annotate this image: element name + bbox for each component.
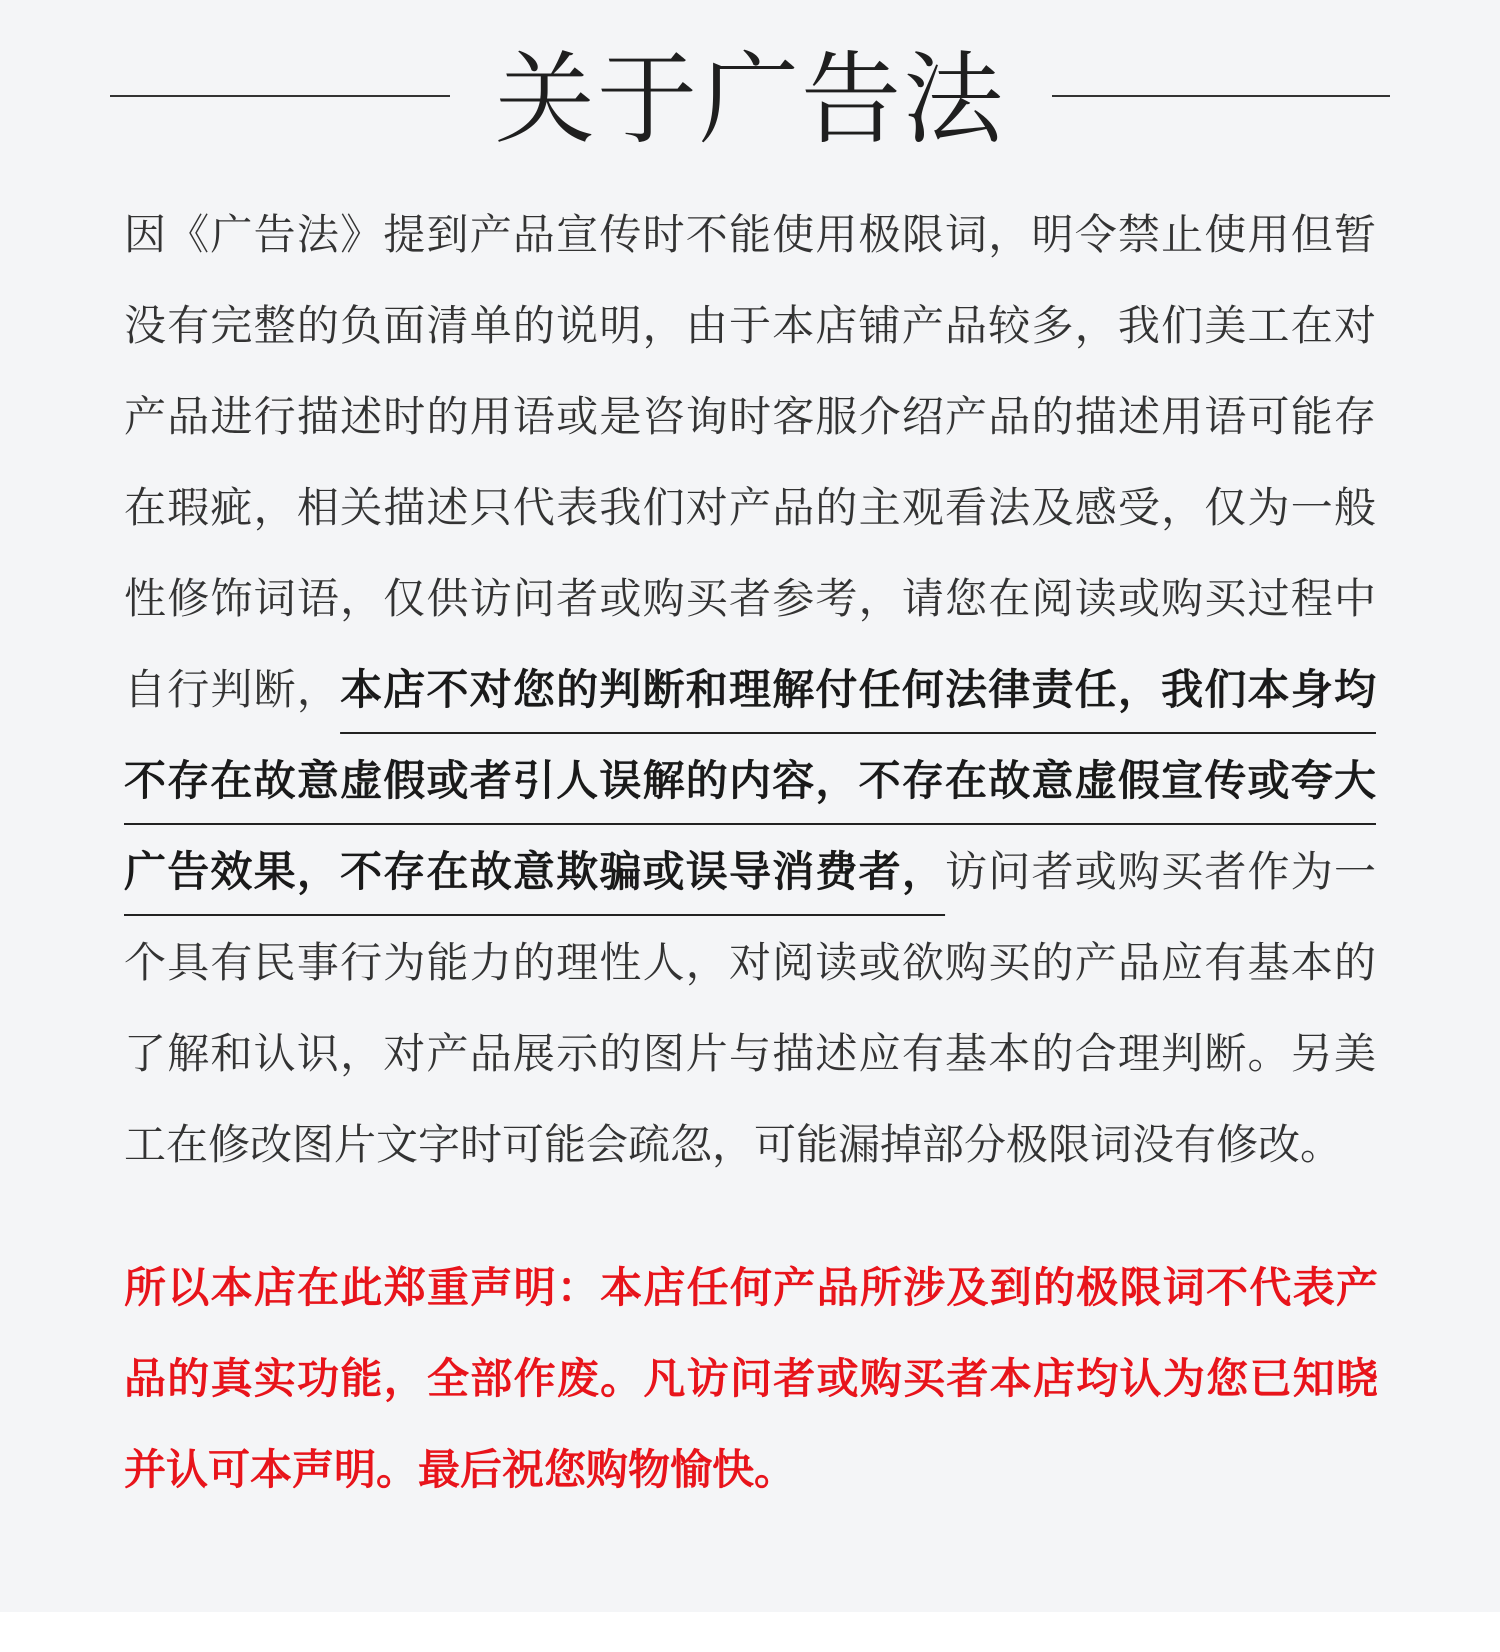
disclaimer-emphasis: 本店不对您的判断和理解付任何法律责任，我们本身均不存在故意虚假或者引人误解的内容，不存在故意虚假宣传或夸大广告效果，不存在故意欺骗或误导消费者， [124,665,1376,896]
disclaimer-paragraph [124,189,1376,1190]
title-row [0,40,1500,160]
declaration-notice: 所以本店在此郑重声明：本店任何产品所涉及到的极限词不代表产品的真实功能，全部作废。凡访问者或购买者本店均认为您已知晓并认可本声明。最后祝您购物愉快。 [124,1263,1378,1494]
page-title: 关于广告法 [495,41,1005,158]
disclaimer-outro: 访问者或购买者作为一个具有民事行为能力的理性人，对阅读或欲购买的产品应有基本的了解和认识，对产品展示的图片与描述应有基本的合理判断。另美工在修改图片文字时可能会疏忽，可能漏掉部分极限词没有修改。 [124,847,1376,1169]
title-divider-left [110,95,450,97]
title-divider-right [1052,95,1390,97]
disclaimer-intro: 因《广告法》提到产品宣传时不能使用极限词，明令禁止使用但暂没有完整的负面清单的说明，由于本店铺产品较多，我们美工在对产品进行描述时的用语或是咨询时客服介绍产品的描述用语可能存在瑕疵，相关描述只代表我们对产品的主观看法及感受，仅为一般性修饰词语，仅供访问者或购买者参考，请您在阅读或购买过程中自行判断， [124,210,1376,714]
